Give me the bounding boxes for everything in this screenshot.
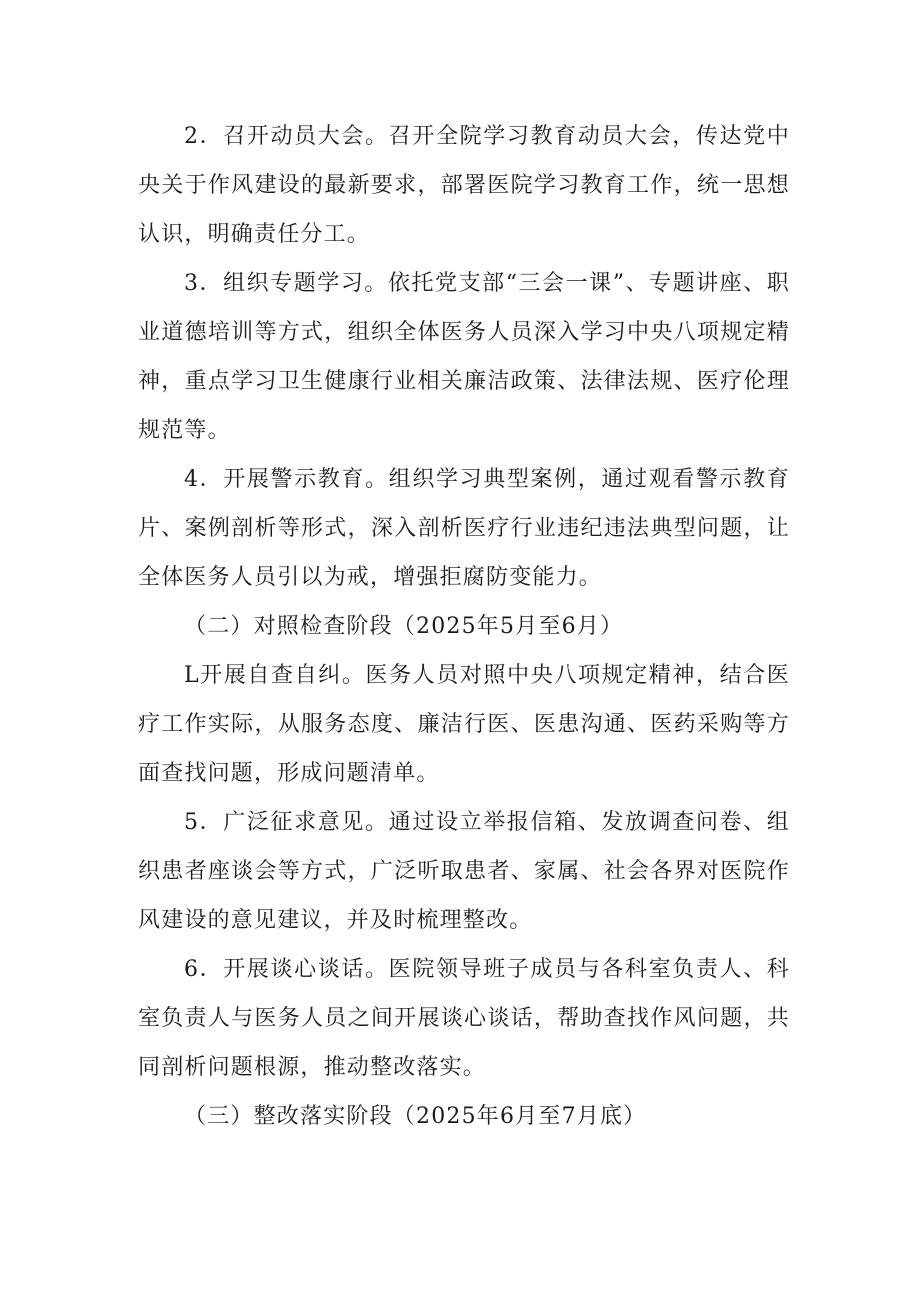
- section-heading-inspection-phase: （二）对照检查阶段（2025年5月至6月）: [184, 614, 624, 639]
- paragraph-self-inspection: L开展自查自纠。医务人员对照中央八项规定精神，结合医疗工作实际，从服务态度、廉洁行医、医患沟通、医药采购等方面查找问题，形成问题清单。: [138, 663, 790, 786]
- paragraph-warning-education: 4．开展警示教育。组织学习典型案例，通过观看警示教育片、案例剖析等形式，深入剖析医疗行业违纪违法典型问题，让全体医务人员引以为戒，增强拒腐防变能力。: [138, 467, 790, 590]
- paragraph-special-study: 3．组织专题学习。依托党支部“三会一课”、专题讲座、职业道德培训等方式，组织全体医务人员深入学习中央八项规定精神，重点学习卫生健康行业相关廉洁政策、法律法规、医疗伦理规范等。: [138, 271, 790, 443]
- paragraph-solicit-opinions: 5．广泛征求意见。通过设立举报信箱、发放调查问卷、组织患者座谈会等方式，广泛听取患者、家属、社会各界对医院作风建设的意见建议，并及时梳理整改。: [138, 810, 790, 933]
- paragraph-heart-to-heart-talks: 6．开展谈心谈话。医院领导班子成员与各科室负责人、科室负责人与医务人员之间开展谈心谈话，帮助查找作风问题，共同剖析问题根源，推动整改落实。: [138, 957, 790, 1080]
- document-body: [138, 112, 790, 1141]
- section-heading-rectification-phase: （三）整改落实阶段（2025年6月至7月底）: [184, 1104, 647, 1129]
- paragraph-mobilization-meeting: 2．召开动员大会。召开全院学习教育动员大会，传达党中央关于作风建设的最新要求，部署医院学习教育工作，统一思想认识，明确责任分工。: [138, 124, 790, 247]
